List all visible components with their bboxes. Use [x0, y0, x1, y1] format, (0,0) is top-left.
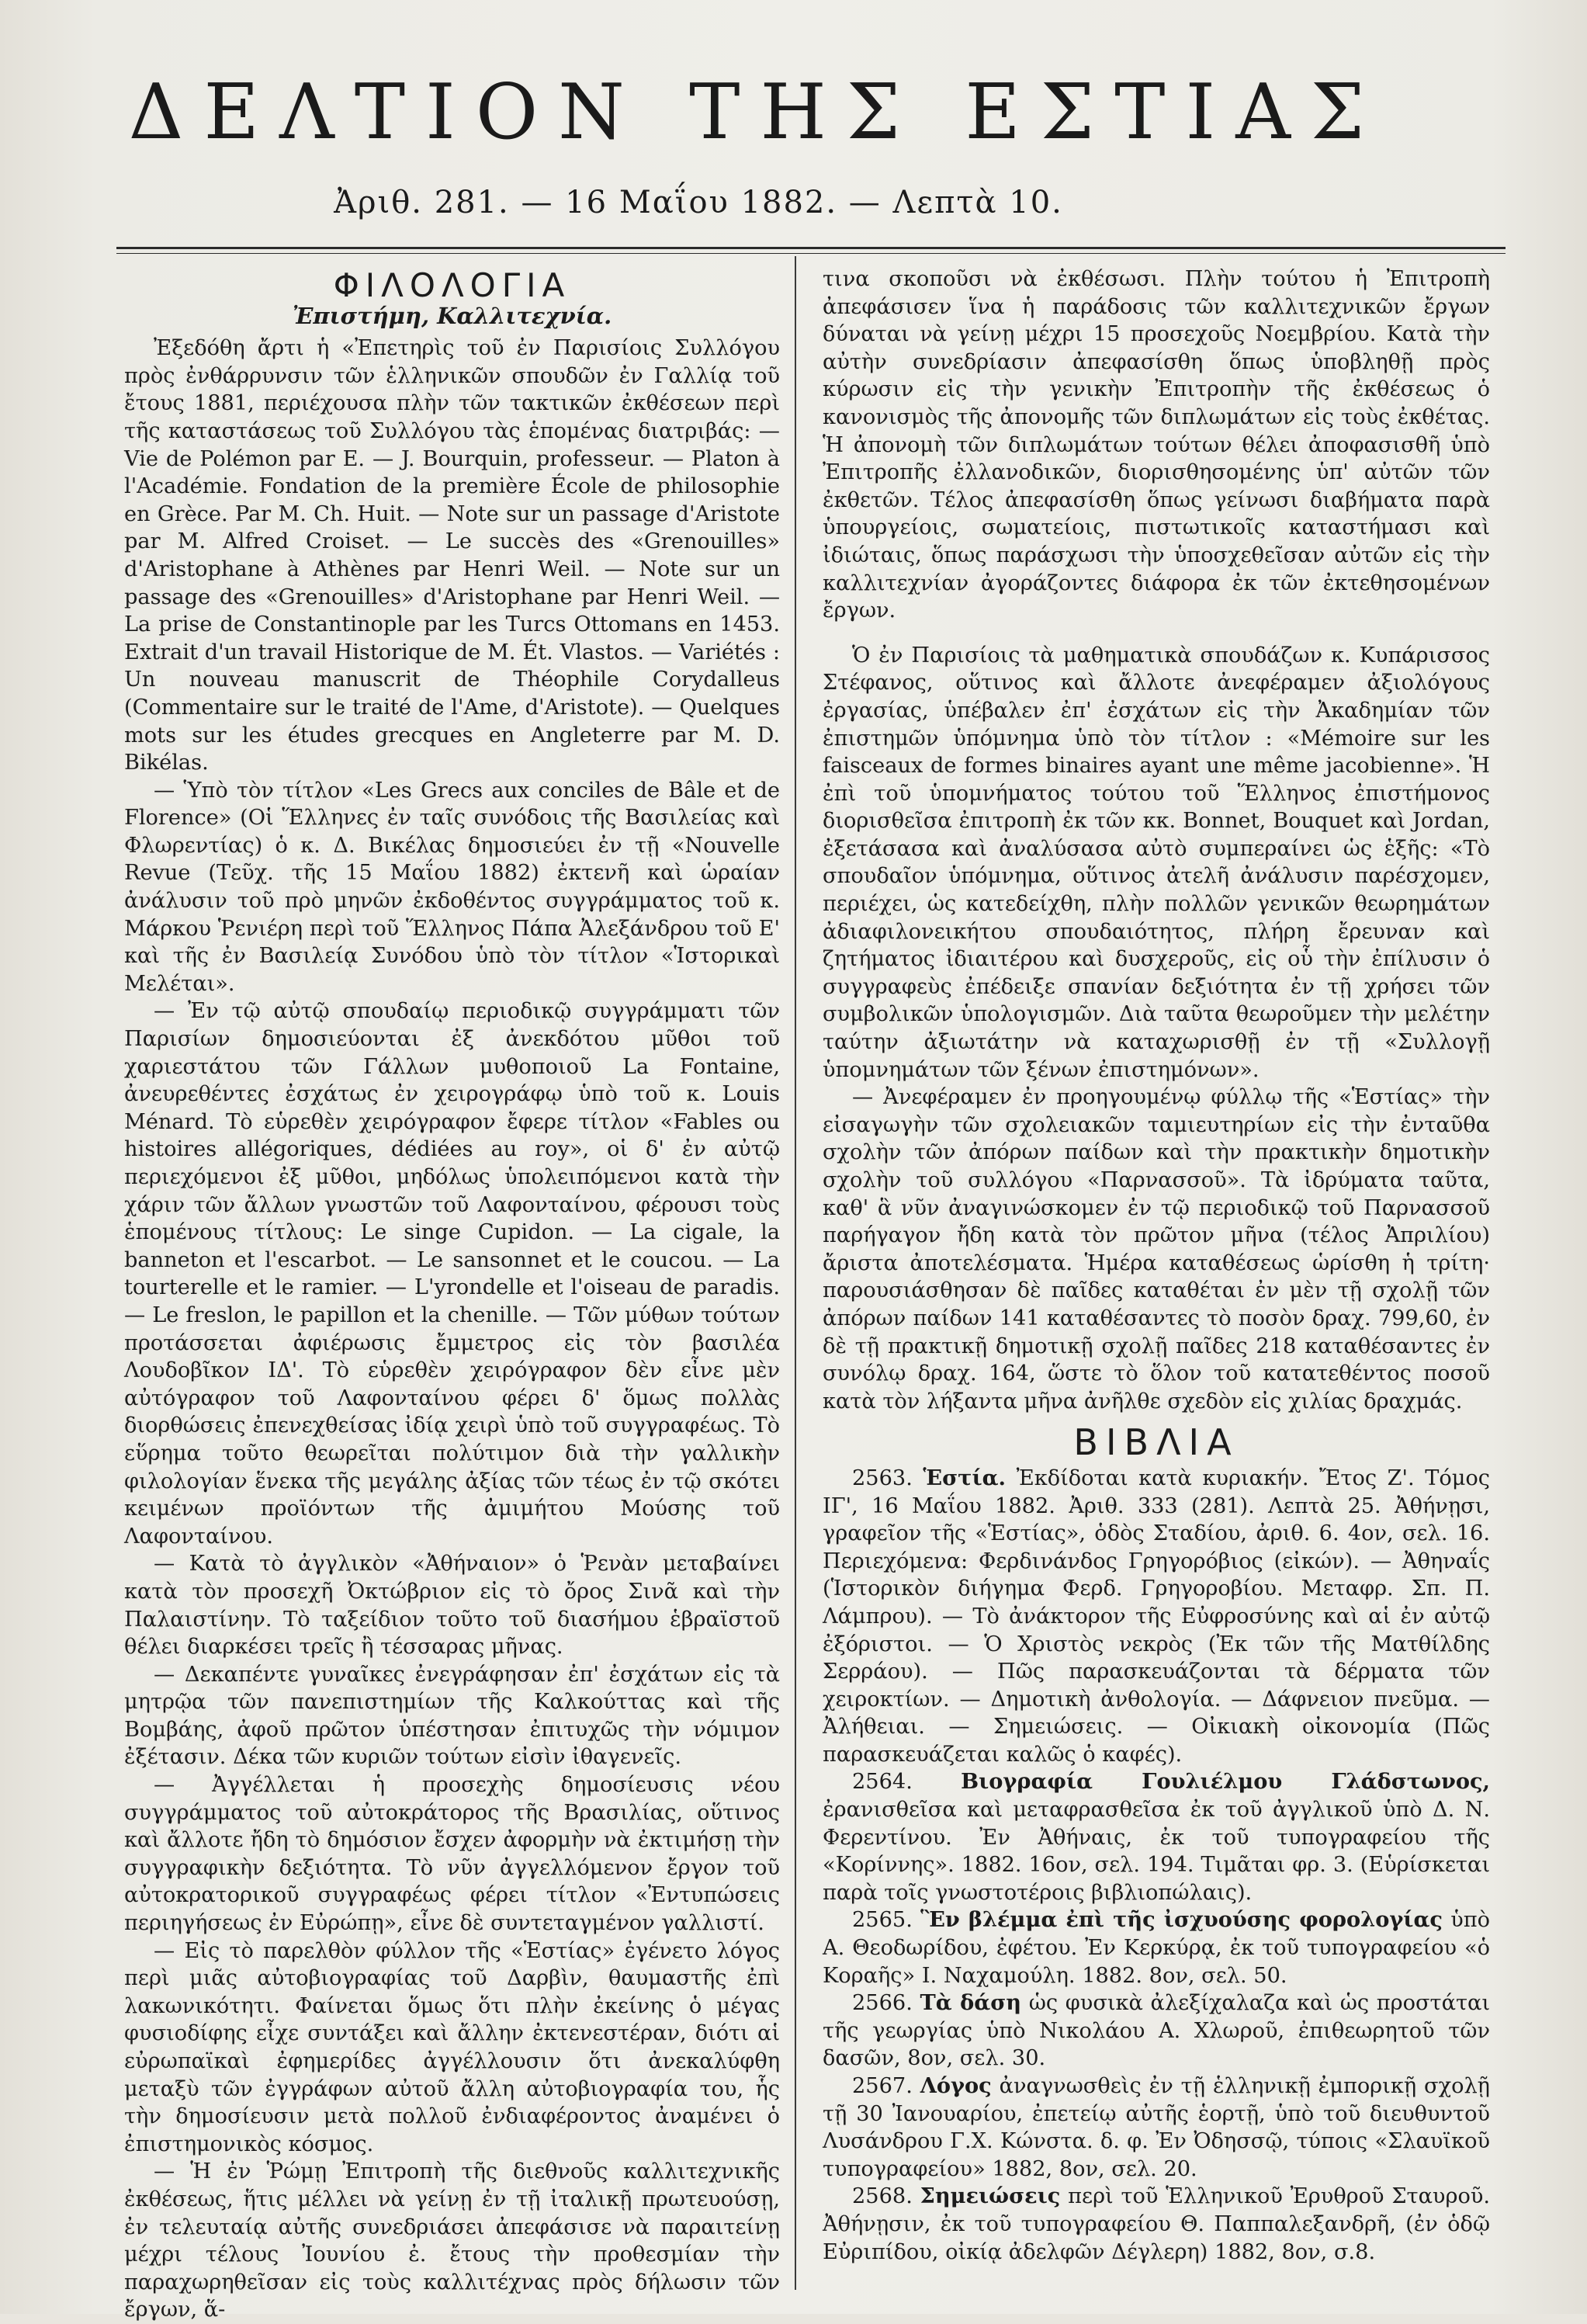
article-paragraph: — Ὑπὸ τὸν τίτλον «Les Grecs aux conciles de Bâle et de Florence» (Οἱ Ἕλληνες ἐν ταῖς συνόδοις τῆς Βασιλείας καὶ Φλωρεντίας) ὁ κ. Δ. Βικέλας δημοσιεύει ἐν τῇ «Nouvelle Revue (Τεῦχ. τῆς 15 Μαΐου 1882) ἐκτενῆ καὶ ὡραίαν ἀνάλυσιν τοῦ πρὸ μηνῶν ἐκδοθέντος συγγράμματος τοῦ κ. Μάρκου Ῥενιέρη περὶ τοῦ Ἕλληνος Πάπα Ἀλεξάνδρου τοῦ Ε' καὶ τῆς ἐν Βασιλείᾳ Συνόδου ὑπὸ τὸν τίτλον «Ἱστορικαὶ Μελέται». — [124, 778, 780, 996]
article-paragraph: — Ἀγγέλλεται ἡ προσεχὴς δημοσίευσις νέου συγγράμματος τοῦ αὐτοκράτορος τῆς Βρασιλίας, οὕτινος καὶ ἄλλοτε ἤδη τὸ δημόσιον ἔσχεν ἀφορμὴν νὰ ἐκτιμήσῃ τὴν συγγραφικὴν δεξιότητα. Τὸ νῦν ἀγγελλόμενον ἔργον τοῦ αὐτοκρατορικοῦ συγγραφέως φέρει τίτλον «Ἐντυπώσεις περιηγήσεως ἐν Εὐρώπῃ», εἶνε δὲ συντεταγμένον γαλλιστί. — [124, 1773, 780, 1936]
book-details: ἐρανισθεῖσα καὶ μεταφρασθεῖσα ἐκ τοῦ ἀγγλικοῦ ὑπὸ Δ. Ν. Φερεντίνου. Ἐν Ἀθήναις, ἐκ τοῦ τυπογραφείου τῆς «Κορίννης». 1882. 16ον, σελ. 194. Τιμᾶται φρ. 3. (Εὑρίσκεται παρὰ τοῖς γνωστοτέροις βιβλιοπώλαις). — [823, 1798, 1490, 1905]
book-details: περὶ τοῦ Ἑλληνικοῦ Ἐρυθροῦ Σταυροῦ. Ἀθήνῃσιν, ἐκ τοῦ τυπογραφείου Θ. Παππαλεξανδρῆ, (ἐν ὁδῷ Εὐριπίδου, οἰκίᾳ ἀδελφῶν Δέγλερη) 1882, 8ον, σ.8. — [823, 2184, 1490, 2264]
book-title: Τὰ δάση — [920, 1990, 1022, 2016]
article-paragraph: — Ἐν τῷ αὐτῷ σπουδαίῳ περιοδικῷ συγγράμματι τῶν Παρισίων δημοσιεύονται ἐξ ἀνεκδότου μῦθοι τοῦ χαριεστάτου τῶν Γάλλων μυθοποιοῦ La Fontaine, ἀνευρεθέντες ἐσχάτως ἐν χειρογράφῳ ὑπὸ τοῦ κ. Louis Ménard. Τὸ εὑρεθὲν χειρόγραφον ἔφερε τίτλον «Fables ou histoires allégoriques, dédiées au roy», οἱ δ' ἐν αὐτῷ περιεχόμενοι ἐξ μῦθοι, μηδόλως ὑπολειπόμενοι κατὰ τὴν χάριν τῶν ἄλλων γνωστῶν τοῦ Λαφονταίνου, φέρουσι τοὺς ἑπομένους τίτλους: Le singe Cupidon. — La cigale, la banneton et l'escarbot. — Le sansonnet et le coucou. — La tourterelle et le ramier. — L'yrondelle et l'oiseau de paradis. — Le freslon, le papillon et la chenille. — Τῶν μύθων τούτων προτάσσεται ἀφιέρωσις ἔμμετρος εἰς τὸν βασιλέα Λουδοβῖκον ΙΔ'. Τὸ εὑρεθὲν χειρόγραφον δὲν εἶνε μὲν αὐτόγραφον τοῦ Λαφονταίνου φέρει δ' ὅμως πολλὰς διορθώσεις ἐπενεχθείσας ἰδίᾳ χειρὶ ὑπὸ τοῦ συγγραφέως. Τὸ εὕρημα τοῦτο θεωρεῖται πολύτιμον διὰ τὴν γαλλικὴν φιλολογίαν ἕνεκα τῆς μεγάλης ἀξίας τῶν τέως ἐν τῷ σκότει κειμένων προϊόντων τῆς ἀμιμήτου Μούσης τοῦ Λαφονταίνου. — [124, 999, 780, 1549]
book-number: 2568. — [852, 2184, 913, 2209]
book-title: Σημειώσεις — [920, 2184, 1061, 2209]
header-rule — [116, 247, 1506, 249]
book-entry — [823, 1465, 1490, 1769]
book-number: 2565. — [852, 1908, 913, 1933]
book-entry — [823, 2073, 1490, 2183]
books-section-title: ΒΙΒΛΙΑ — [1073, 1421, 1239, 1464]
left-column — [124, 265, 780, 2324]
article-paragraph: — Εἰς τὸ παρελθὸν φύλλον τῆς «Ἑστίας» ἐγένετο λόγος περὶ μιᾶς αὐτοβιογραφίας τοῦ Δαρβὶν, θαυμαστῆς ἐπὶ λακωνικότητι. Φαίνεται ὅμως ὅτι πλὴν ἐκείνης ὁ μέγας φυσιοδίφης εἶχε συντάξει καὶ ἄλλην ἐκτενεστέραν, διότι αἱ εὐρωπαϊκαὶ ἐφημερίδες ἀγγέλλουσιν ὅτι ἀνεκαλύφθη μεταξὺ τῶν ἐγγράφων αὐτοῦ ἄλλη αὐτοβιογραφία του, ἧς τὴν δημοσίευσιν μετὰ πολλοῦ ἐνδιαφέροντος ἀναμένει ὁ ἐπιστημονικὸς κόσμος. — [124, 1938, 780, 2156]
book-entry — [823, 1906, 1490, 1989]
article-paragraph: Ὁ ἐν Παρισίοις τὰ μαθηματικὰ σπουδάζων κ. Κυπάρισσος Στέφανος, οὕτινος καὶ ἄλλοτε ἀνεφέραμεν ἀξιολόγους ἐργασίας, ὑπέβαλεν ἐπ' ἐσχάτων εἰς τὴν Ἀκαδημίαν τῶν ἐπιστημῶν ὑπόμνημα ὑπὸ τὸν τίτλον : «Mémoire sur les faisceaux de formes binaires ayant une même jacobienne». Ἡ ἐπὶ τοῦ ὑπομνήματος τούτου τοῦ Ἕλληνος ἐπιστήμονος διορισθεῖσα ἐπιτροπὴ ἐκ τῶν κκ. Bonnet, Bouquet καὶ Jordan, ἐξετάσασα καὶ ἀναλύσασα αὐτὸ συμπεραίνει ὡς ἑξῆς: «Τὸ σπουδαῖον ὑπόμνημα, οὕτινος ἀτελῆ ἀνάλυσιν παρέσχομεν, περιέχει, ὡς κατεδείχθη, πλὴν πολλῶν γενικῶν θεωρημάτων ἀδιαφιλονεικήτου σπουδαιότητος, πλήρη ἔρευναν καὶ ζητήματος ἰδιαιτέρου καὶ δυσχεροῦς, εἰς οὗ τὴν ἐπίλυσιν ὁ συγγραφεὺς ἐπέδειξε σπανίαν δεξιότητα ἐν τῇ χρήσει τῶν συμβολικῶν ὑπολογισμῶν. Διὰ ταῦτα θεωροῦμεν τὴν μελέτην ταύτην ἀξιωτάτην νὰ καταχωρισθῇ ἐν τῇ «Συλλογῇ ὑπομνημάτων τῶν ξένων ἐπιστημόνων». — [823, 643, 1490, 1082]
section-subtitle: Ἐπιστήμη, Καλλιτεχνία. — [292, 302, 612, 329]
article-paragraph: Ἐξεδόθη ἄρτι ἡ «Ἐπετηρὶς τοῦ ἐν Παρισίοις Συλλόγου πρὸς ἐνθάρρυνσιν τῶν ἑλληνικῶν σπουδῶν ἐν Γαλλίᾳ τοῦ ἔτους 1881, περιέχουσα πλὴν τῶν τακτικῶν ἐκθέσεων περὶ τῆς καταστάσεως τοῦ Συλλόγου τὰς ἑπομένας διατριβάς: — Vie de Polémon par E. — J. Bourquin, professeur. — Platon à l'Académie. Fondation de la première École de philosophie en Grèce. Par M. Ch. Huit. — Note sur un passage d'Aristote par M. Alfred Croiset. — Le succès des «Grenouilles» d'Aristophane à Athènes par Henri Weil. — Note sur un passage des «Grenouilles» d'Aristophane par Henri Weil. — La prise de Constantinople par les Turcs Ottomans en 1453. Extrait d'un travail Historique de M. Ét. Vlastos. — Variétés : Un nouveau manuscrit de Théophile Corydalleus (Commentaire sur le traité de l'Ame, d'Aristote). — Quelques mots sur les études grecques en Angleterre par M. D. Bikélas. — [124, 336, 780, 775]
section-title: ΦΙΛΟΛΟΓΙΑ — [333, 266, 571, 304]
article-paragraph: — Ἀνεφέραμεν ἐν προηγουμένῳ φύλλῳ τῆς «Ἑστίας» τὴν εἰσαγωγὴν τῶν σχολειακῶν ταμιευτηρίων εἰς τὴν ἐνταῦθα σχολὴν τῶν ἀπόρων παίδων καὶ τὴν πρακτικὴν δημοτικὴν σχολὴν τοῦ συλλόγου «Παρνασσοῦ». Τὰ ἰδρύματα ταῦτα, καθ' ἃ νῦν ἀναγινώσκομεν ἐν τῷ περιοδικῷ τοῦ Παρνασσοῦ παρήγαγον ἤδη κατὰ τὸν πρῶτον μῆνα (τέλος Ἀπριλίου) ἄριστα ἀποτελέσματα. Ἡμέρα καταθέσεως ὡρίσθη ἡ τρίτη· παρουσιάσθησαν δὲ παῖδες καταθέται ἐν μὲν τῇ σχολῇ τῶν ἀπόρων παίδων 141 καταθέσαντες τὸ ποσὸν δραχ. 799,60, ἐν δὲ τῇ πρακτικῇ δημοτικῇ σχολῇ παῖδες 218 καταθέσαντες ἐν συνόλῳ δραχ. 164, ὥστε τὸ ὅλον τοῦ κατατεθέντος ποσοῦ κατὰ τὸν λήξαντα μῆνα ἀνῆλθε σχεδὸν εἰς χιλίας δραχμάς. — [823, 1085, 1490, 1413]
book-number: 2564. — [852, 1770, 913, 1795]
column-divider — [795, 256, 796, 2290]
book-number: 2563. — [852, 1466, 913, 1490]
article-paragraph: — Κατὰ τὸ ἀγγλικὸν «Ἀθήναιον» ὁ Ῥενὰν μεταβαίνει κατὰ τὸν προσεχῆ Ὀκτώβριον εἰς τὸ ὄρος Σινᾶ καὶ τὴν Παλαιστίνην. Τὸ ταξείδιον τοῦτο τοῦ διασήμου ἑβραϊστοῦ θέλει διαρκέσει τρεῖς ἢ τέσσαρας μῆνας. — [124, 1552, 780, 1660]
book-details: ἀναγνωσθεὶς ἐν τῇ ἑλληνικῇ ἐμπορικῇ σχολῇ τῇ 30 Ἰανουαρίου, ἐπετείῳ αὐτῆς ἑορτῇ, ὑπὸ τοῦ διευθυντοῦ Λυσάνδρου Γ.Χ. Κώνστα. δ. φ. Ἐν Ὀδησσῷ, τύποις «Σλαυϊκοῦ τυπογραφείου» 1882, 8ον, σελ. 20. — [823, 2074, 1490, 2181]
masthead-title: ΔΕΛΤΙΟΝ ΤΗΣ ΕΣΤΙΑΣ — [128, 68, 1385, 157]
book-details: ὑπὸ Α. Θεοδωρίδου, ἐφέτου. Ἐν Κερκύρᾳ, ἐκ τοῦ τυπογραφείου «ὁ Κοραῆς» Ι. Ναχαμούλη. 1882. 8ον, σελ. 50. — [823, 1908, 1490, 1988]
article-paragraph: — Ἡ ἐν Ῥώμῃ Ἐπιτροπὴ τῆς διεθνοῦς καλλιτεχνικῆς ἐκθέσεως, ἥτις μέλλει νὰ γείνῃ ἐν τῇ ἰταλικῇ πρωτευούσῃ, ἐν τελευταίᾳ αὐτῆς συνεδριάσει ἀπεφάσισε νὰ παραιτείνῃ μέχρι τέλους Ἰουνίου ἐ. ἔτους τὴν προθεσμίαν τὴν παραχωρηθεῖσαν εἰς τοὺς καλλιτέχνας πρὸς δήλωσιν τῶν ἔργων, ἅ- — [124, 2159, 780, 2322]
book-details: ὡς φυσικὰ ἀλεξίχαλαζα καὶ ὡς προστάται τῆς γεωργίας ὑπὸ Νικολάου Α. Χλωροῦ, ἐπιθεωρητοῦ τῶν δασῶν, 8ον, σελ. 30. — [823, 1991, 1490, 2071]
book-number: 2567. — [852, 2074, 913, 2098]
article-paragraph: — Δεκαπέντε γυναῖκες ἐνεγράφησαν ἐπ' ἐσχάτων εἰς τὰ μητρῷα τῶν πανεπιστημίων τῆς Καλκούττας καὶ τῆς Βομβάης, ἀφοῦ πρῶτον ὑπέστησαν ἐπιτυχῶς τὴν νόμιμον ἐξέτασιν. Δέκα τῶν κυριῶν τούτων εἰσὶν ἰθαγενεῖς. — [124, 1662, 780, 1770]
article-paragraph: τινα σκοποῦσι νὰ ἐκθέσωσι. Πλὴν τούτου ἡ Ἐπιτροπὴ ἀπεφάσισεν ἵνα ἡ παράδοσις τῶν καλλιτεχνικῶν ἔργων δύναται νὰ γείνῃ μέχρι 15 προσεχοῦς Νοεμβρίου. Κατὰ τὴν αὐτὴν συνεδρίασιν ἀπεφασίσθη ὅπως ὑποβληθῇ πρὸς κύρωσιν εἰς τὴν γενικὴν Ἐπιτροπὴν τῆς ἐκθέσεως ὁ κανονισμὸς τῆς ἀπονομῆς τῶν διπλωμάτων εἰς τοὺς ἐκθέτας. Ἡ ἀπονομὴ τῶν διπλωμάτων τούτων θέλει ἀποφασισθῆ ὑπὸ Ἐπιτροπῆς ἐλλανοδικῶν, διορισθησομένης ὑπ' αὐτῶν τῶν ἐκθετῶν. Τέλος ἀπεφασίσθη ὅπως γείνωσι διαβήματα παρὰ ὑπουργείοις, σωματείοις, πιστωτικοῖς καταστήμασι καὶ ἰδιώταις, ὅπως παράσχωσι τὴν ὑποσχεθεῖσαν αὐτῶν εἰς τὴν καλλιτεχνίαν ἀγοράζοντες διάφορα ἐκ τῶν ἐκτεθησομένων ἔργων. — [823, 267, 1490, 623]
book-title: Ἓν βλέμμα ἐπὶ τῆς ἰσχυούσης φορολογίας — [920, 1907, 1443, 1933]
issue-line: Ἀριθ. 281. — 16 Μαΐου 1882. — Λεπτὰ 10. — [334, 185, 1063, 220]
book-entry — [823, 1989, 1490, 2073]
right-column — [823, 265, 1490, 2266]
book-title: Ἑστία. — [923, 1465, 1007, 1490]
book-number: 2566. — [852, 1991, 913, 2016]
book-entry — [823, 2183, 1490, 2266]
book-entry — [823, 1768, 1490, 1906]
book-title: Λόγος — [920, 2073, 992, 2098]
header-rule-thin — [116, 253, 1506, 254]
book-details: Ἐκδίδοται κατὰ κυριακήν. Ἔτος Ζ'. Τόμος ΙΓ', 16 Μαΐου 1882. Ἀριθ. 333 (281). Λεπτὰ 25. Ἀθήνῃσι, γραφεῖον τῆς «Ἑστίας», ὁδὸς Σταδίου, ἀριθ. 6. 4ον, σελ. 16. Περιεχόμενα: Φερδινάνδος Γρηγορόβιος (εἰκών). — Ἀθηναΐς (Ἱστορικὸν διήγημα Φερδ. Γρηγοροβίου. Μεταφρ. Σπ. Π. Λάμπρου). — Τὸ ἀνάκτορον τῆς Εὐφροσύνης καὶ αἱ ἐν αὐτῷ ἐξόριστοι. — Ὁ Χριστὸς νεκρὸς (Ἐκ τῶν τῆς Ματθίλδης Σερράου). — Πῶς παρασκευάζονται τὰ δέρματα τῶν χειροκτίων. — Δημοτικὴ ἀνθολογία. — Δάφνειον πνεῦμα. — Ἀλήθειαι. — Σημειώσεις. — Οἰκιακὴ οἰκονομία (Πῶς παρασκευάζεται καλῶς ὁ καφές). — [823, 1466, 1490, 1767]
book-title: Βιογραφία Γουλιέλμου Γλάδστωνος, — [961, 1769, 1490, 1795]
